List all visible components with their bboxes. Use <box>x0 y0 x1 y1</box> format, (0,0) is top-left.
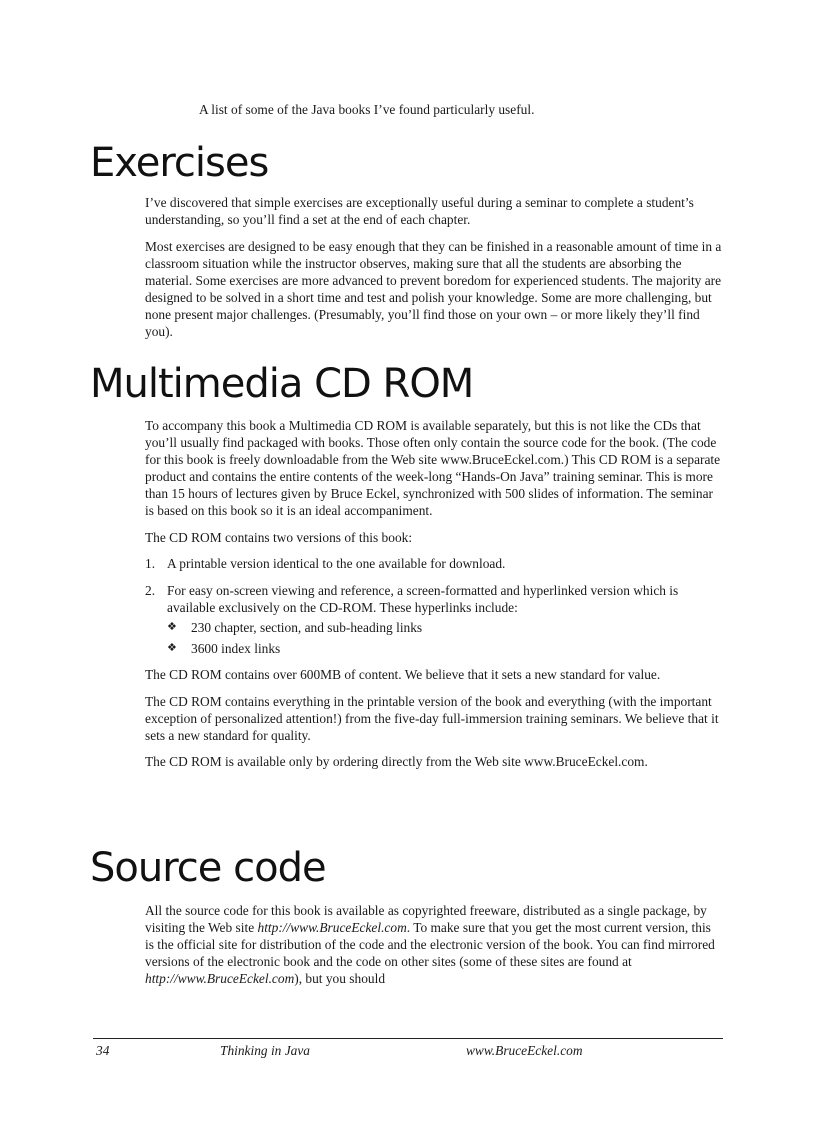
website-link[interactable]: http://www.BruceEckel.com <box>145 971 295 986</box>
diamond-bullet-icon: ❖ <box>167 641 177 654</box>
list-item-text: A printable version identical to the one available for download. <box>167 556 506 571</box>
list-item <box>145 582 723 657</box>
multimedia-body <box>145 417 723 780</box>
sub-list-item-text: 230 chapter, section, and sub-heading links <box>191 619 423 635</box>
exercises-paragraph-2: Most exercises are designed to be easy enough that they can be finished in a reasonable amount of time in a classroom situation while the instructor observes, making sure that all the students are absorbing the material. Some exercises are more advanced to prevent boredom for experienced students. The majority are designed to be solved in a short time and test and polish your knowledge. Some are more challenging, but none present major challenges. (Presumably, you’ll find those on your own – or more likely they’ll find you). <box>145 238 722 339</box>
multimedia-heading: Multimedia CD ROM <box>90 361 474 407</box>
multimedia-paragraph-1: To accompany this book a Multimedia CD ROM is available separately, but this is not like the CDs that you’ll usually find packaged with books. Those often only contain the source code for the book. (The code for this book is freely downloadable from the Web site www.BruceEckel.com.) This CD ROM is a separate product and contains the entire contents of the week-long “Hands-On Java” training seminar. This is more than 15 hours of lectures given by Bruce Eckel, synchronized with 500 slides of information. The seminar is based on this book so it is an ideal accompaniment. <box>145 418 721 518</box>
source-code-text-2: . To make sure that you get the most current version, this is the official site for distribution of the code and the electronic version of the book. You can find mirrored versions of the electronic book and the code on other sites (some of these sites are found at <box>145 920 715 969</box>
sub-list-item <box>167 619 723 636</box>
exercises-paragraph-1: I’ve discovered that simple exercises are exceptionally useful during a seminar to complete a student’s understanding, so you’ll find a set at the end of each chapter. <box>145 195 694 227</box>
list-item-number: 1. <box>145 556 156 571</box>
diamond-bullet-icon: ❖ <box>167 620 177 633</box>
multimedia-paragraph-2: The CD ROM contains two versions of this book: <box>145 529 413 545</box>
list-item <box>145 555 723 572</box>
versions-list <box>145 555 723 657</box>
footer-book-title: Thinking in Java <box>220 1043 311 1058</box>
multimedia-paragraph-4: The CD ROM contains everything in the printable version of the book and everything (with the important exception of personalized attention!) from the five-day full-immersion training seminars. We believe that it sets a new standard for quality. <box>145 693 719 743</box>
list-item-number: 2. <box>145 582 156 598</box>
footer-rule <box>93 1038 723 1039</box>
website-link[interactable]: http://www.BruceEckel.com <box>257 920 407 935</box>
source-code-heading: Source code <box>90 845 326 891</box>
exercises-body <box>145 194 723 349</box>
sub-list-item <box>167 640 723 657</box>
sub-list-item-text: 3600 index links <box>191 640 281 656</box>
source-code-text-3: ), but you should <box>294 971 386 986</box>
multimedia-paragraph-3: The CD ROM contains over 600MB of content. We believe that it sets a new standard for value. <box>145 667 661 682</box>
footer-page-number: 34 <box>96 1043 110 1058</box>
list-item-text: For easy on-screen viewing and reference, a screen-formatted and hyperlinked version which is available exclusively on the CD-ROM. These hyperlinks include: <box>167 582 679 615</box>
multimedia-paragraph-5: The CD ROM is available only by ordering directly from the Web site www.BruceEckel.com. <box>145 754 648 769</box>
source-code-paragraph <box>145 902 723 987</box>
source-code-body <box>145 902 723 997</box>
hyperlinks-sublist <box>167 619 723 657</box>
source-code-text-1: All the source code for this book is available as copyrighted freeware, distributed as a single package, by visiting the Web site <box>145 903 707 935</box>
exercises-heading: Exercises <box>90 140 269 186</box>
intro-line: A list of some of the Java books I’ve found particularly useful. <box>199 102 535 117</box>
footer-website: www.BruceEckel.com <box>466 1043 583 1058</box>
